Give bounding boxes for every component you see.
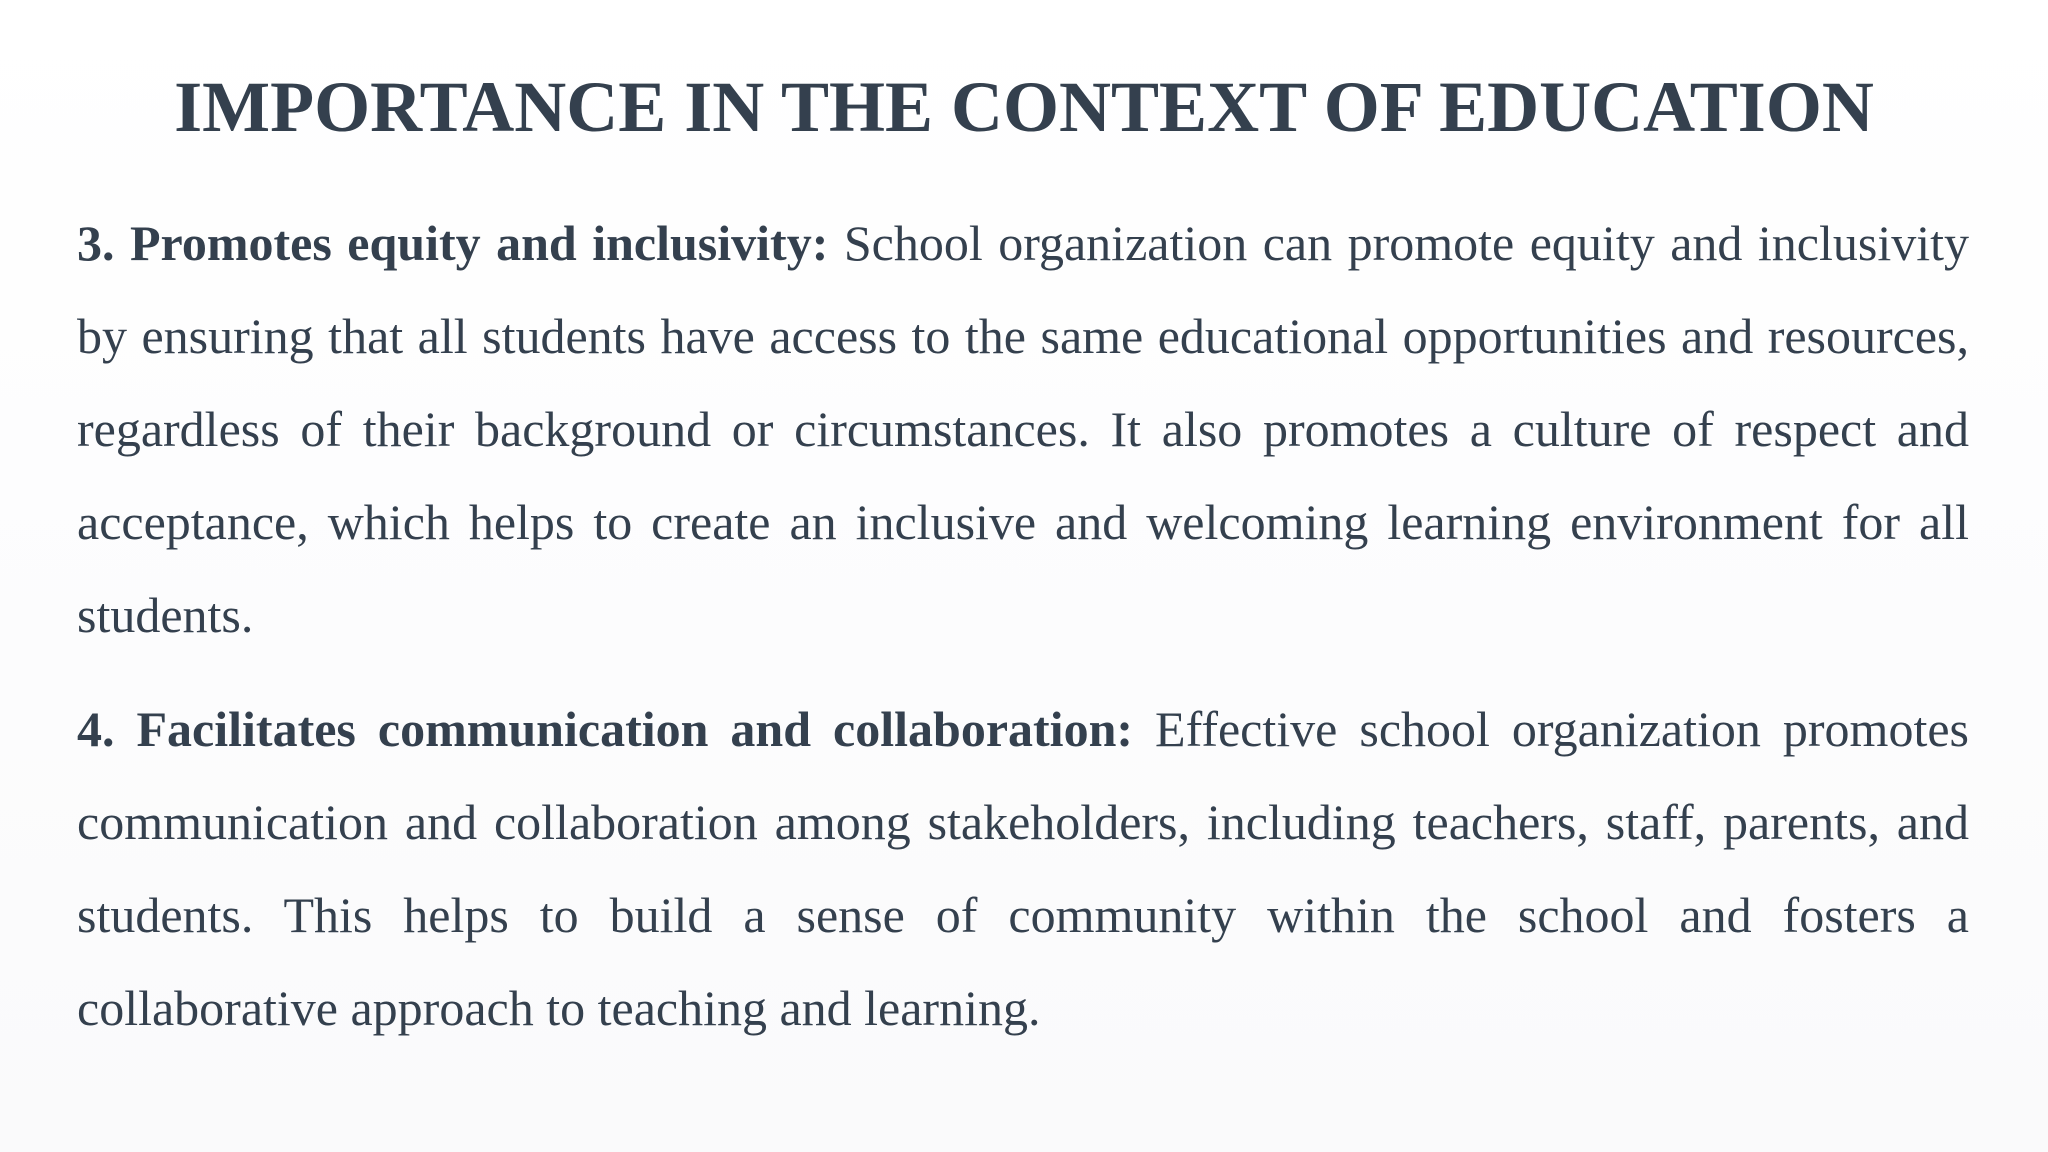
point-equity-inclusivity	[77, 197, 1969, 662]
point-body: Effective school organization promotes communication and collaboration among stakeholders, including teachers, staff, parents, and students. This helps to build a sense of community within the school and fosters a collaborative approach to teaching and learning.	[77, 701, 1969, 1036]
point-heading: 4. Facilitates communication and collaboration:	[77, 701, 1134, 757]
point-heading: 3. Promotes equity and inclusivity:	[77, 215, 829, 271]
slide-title: IMPORTANCE IN THE CONTEXT OF EDUCATION	[174, 67, 1874, 147]
point-body: School organization can promote equity and inclusivity by ensuring that all students have access to the same educational opportunities and resources, regardless of their background or circumstances. It also promotes a culture of respect and acceptance, which helps to create an inclusive and welcoming learning environment for all students.	[77, 215, 1969, 643]
point-communication-collaboration	[77, 683, 1969, 1055]
